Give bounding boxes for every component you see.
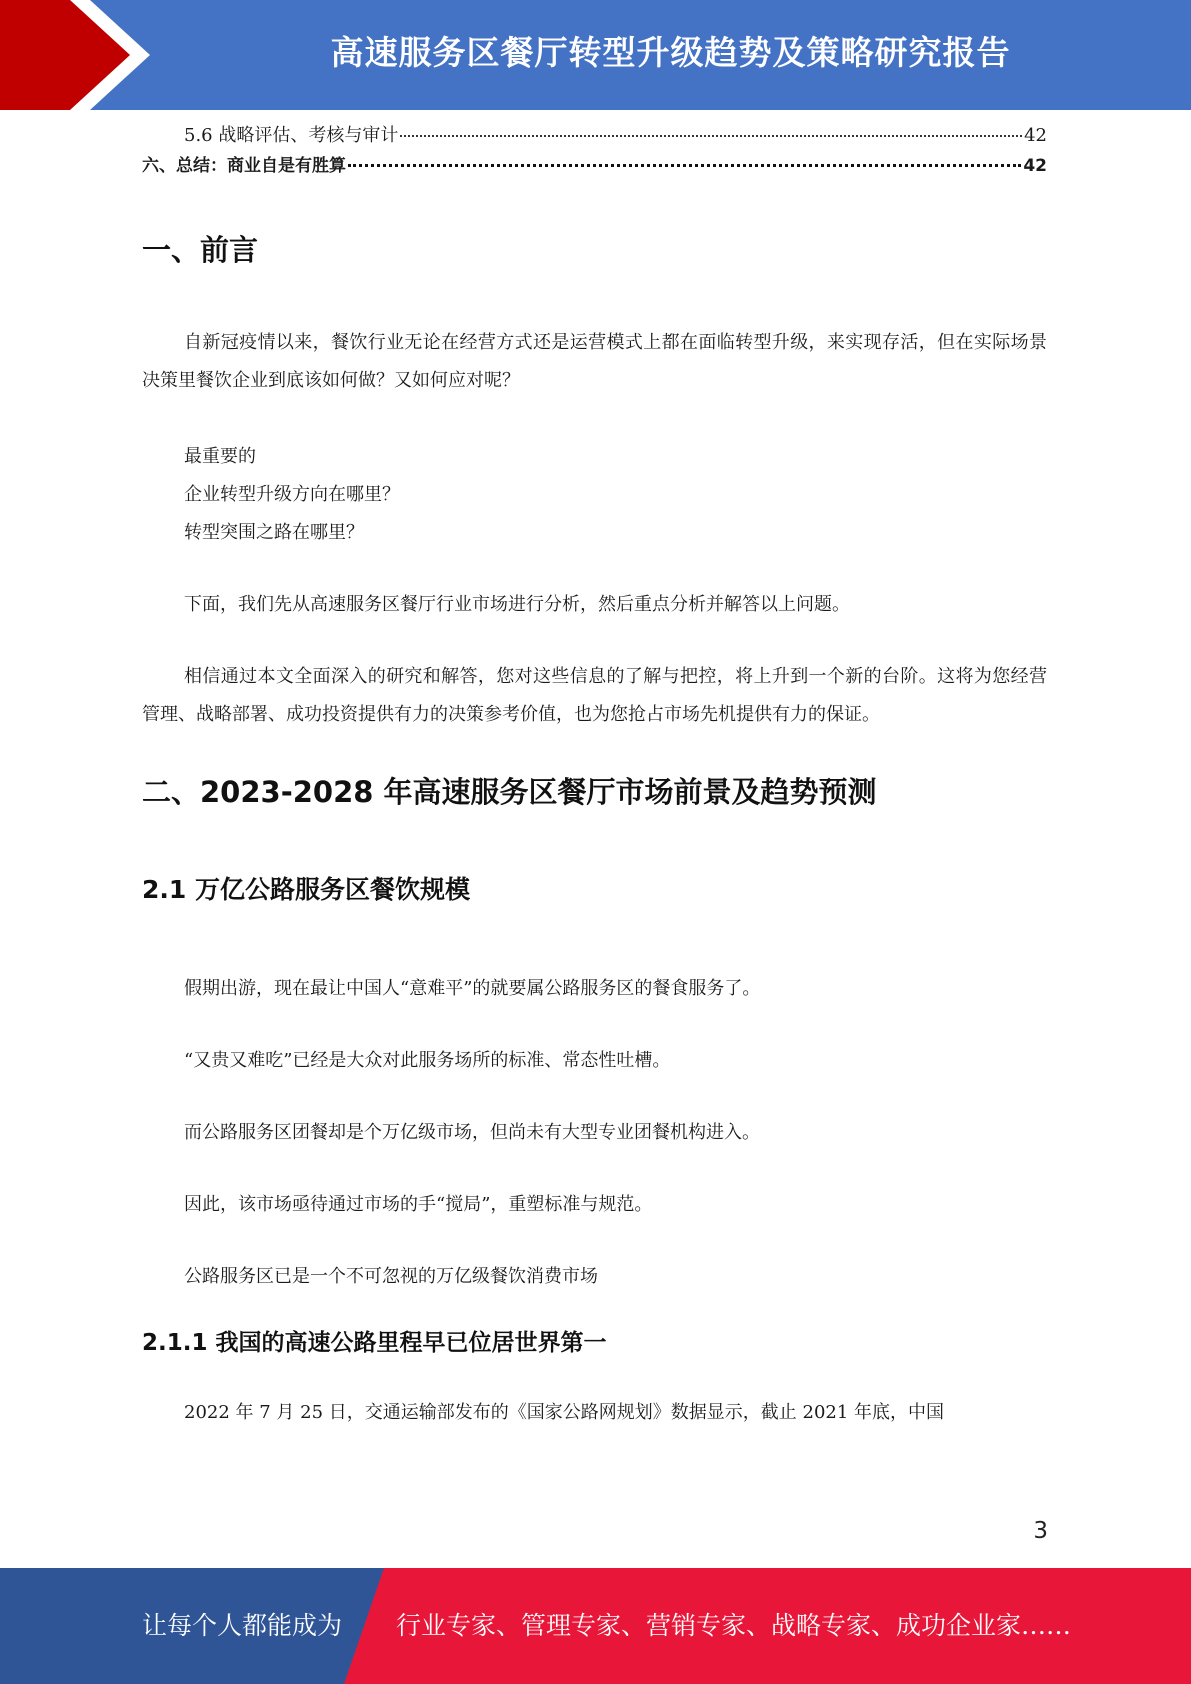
toc-entry-page: 42 <box>1023 156 1047 176</box>
page-header <box>0 0 1191 110</box>
paragraph: 企业转型升级方向在哪里？ <box>184 484 400 505</box>
section-heading-preface: 一、前言 <box>142 233 259 267</box>
toc-entry[interactable] <box>142 120 1047 151</box>
toc-entry[interactable] <box>142 151 1047 182</box>
paragraph: 自新冠疫情以来，餐饮行业无论在经营方式还是运营模式上都在面临转型升级，来实现存活，但在实际场景决策里餐饮企业到底该如何做？又如何应对呢？ <box>142 332 1047 391</box>
header-title: 高速服务区餐厅转型升级趋势及策略研究报告 <box>330 33 1011 72</box>
document-body <box>142 120 1047 1432</box>
paragraph: 转型突围之路在哪里？ <box>184 522 364 543</box>
page-number: 3 <box>1033 1518 1048 1544</box>
paragraph: 因此，该市场亟待通过市场的手“搅局”，重塑标准与规范。 <box>184 1194 653 1215</box>
paragraph: 而公路服务区团餐却是个万亿级市场，但尚未有大型专业团餐机构进入。 <box>184 1122 760 1143</box>
paragraph: 2022 年 7 月 25 日，交通运输部发布的《国家公路网规划》数据显示，截止 2021 年底，中国 <box>184 1402 945 1423</box>
paragraph: 下面，我们先从高速服务区餐厅行业市场进行分析，然后重点分析并解答以上问题。 <box>184 594 850 615</box>
paragraph: “又贵又难吃”已经是大众对此服务场所的标准、常态性吐槽。 <box>184 1050 671 1071</box>
paragraph: 公路服务区已是一个不可忽视的万亿级餐饮消费市场 <box>184 1266 598 1287</box>
toc-dot-leader <box>348 164 1021 167</box>
toc-entry-page: 42 <box>1024 125 1047 146</box>
paragraph: 最重要的 <box>184 446 256 467</box>
paragraph: 假期出游，现在最让中国人“意难平”的就要属公路服务区的餐食服务了。 <box>184 978 761 999</box>
page-footer <box>0 1568 1191 1684</box>
toc-dot-leader <box>400 135 1022 137</box>
section-heading-market-forecast: 二、2023-2028 年高速服务区餐厅市场前景及趋势预测 <box>142 775 877 809</box>
subsubsection-heading: 2.1.1 我国的高速公路里程早已位居世界第一 <box>142 1330 607 1356</box>
header-arrow-decoration <box>0 0 160 110</box>
subsection-heading: 2.1 万亿公路服务区餐饮规模 <box>142 875 470 904</box>
footer-slogan-left: 让每个人都能成为 <box>142 1611 343 1640</box>
footer-slogan-right: 行业专家、管理专家、营销专家、战略专家、成功企业家…… <box>396 1611 1072 1640</box>
toc-entry-label: 5.6 战略评估、考核与审计 <box>184 125 399 146</box>
paragraph: 相信通过本文全面深入的研究和解答，您对这些信息的了解与把控，将上升到一个新的台阶。这将为您经营管理、战略部署、成功投资提供有力的决策参考价值，也为您抢占市场先机提供有力的保证。 <box>142 666 1047 725</box>
toc-entry-label: 六、总结：商业自是有胜算 <box>142 156 346 176</box>
